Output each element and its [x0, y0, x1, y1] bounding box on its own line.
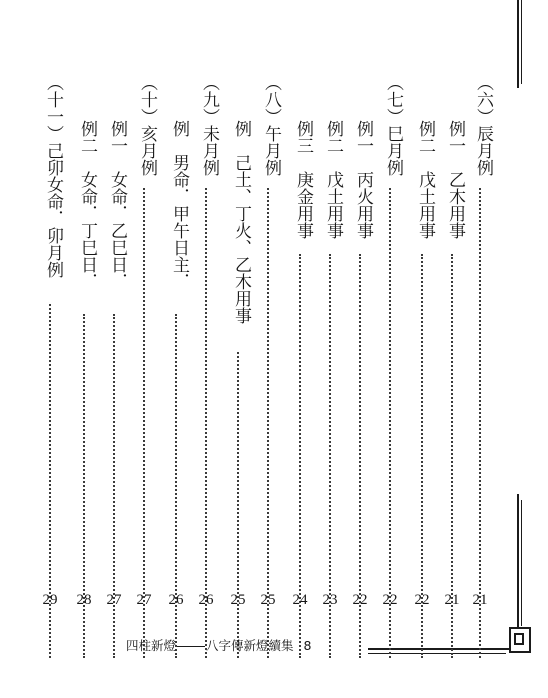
page-number: 26 — [198, 592, 214, 608]
page-number: 25 — [260, 592, 276, 608]
top-right-border-line — [517, 0, 519, 88]
entry-title: 例二 女命．丁巳日． — [77, 120, 97, 290]
leader-dots — [479, 188, 481, 658]
running-footer — [126, 638, 311, 654]
entry-title: 例三 庚金用事 — [293, 120, 313, 239]
entry-title: 例一 女命．乙巳日． — [107, 120, 127, 290]
em-dash — [177, 646, 205, 647]
page-number: 26 — [168, 592, 184, 608]
entry-title: 例一 乙木用事 — [445, 120, 465, 239]
entry-title: （七）巳月例 — [383, 74, 403, 176]
footer-series-title: 八字傳新燈續集 — [206, 638, 294, 653]
right-border-vertical-line — [517, 494, 519, 628]
entry-title: （八）午月例 — [261, 74, 281, 176]
page-number: 27 — [136, 592, 152, 608]
entry-title: 例二 戊土用事 — [415, 120, 435, 239]
entry-title: （十一）己卯女命．卯月例 — [43, 74, 63, 278]
page-number: 21 — [472, 592, 488, 608]
leader-dots — [389, 188, 391, 658]
corner-ornament-inner — [514, 633, 524, 645]
page-number: 22 — [352, 592, 368, 608]
page-number: 23 — [322, 592, 338, 608]
page-number: 24 — [292, 592, 308, 608]
entry-title: 例 男命．甲午日主． — [169, 120, 189, 290]
page-number: 29 — [42, 592, 58, 608]
leader-dots — [237, 352, 239, 658]
entry-title: 例一 丙火用事 — [353, 120, 373, 239]
entry-title: （六）辰月例 — [473, 74, 493, 176]
entry-title: （九）未月例 — [199, 74, 219, 176]
entry-title: （十）亥月例 — [137, 74, 157, 176]
leader-dots — [143, 188, 145, 658]
leader-dots — [267, 188, 269, 658]
footer-page-number: 8 — [303, 638, 312, 653]
footer-book-title: 四柱新燈 — [126, 638, 177, 653]
right-border-vertical-line-inner — [521, 500, 522, 626]
page-number: 21 — [444, 592, 460, 608]
leader-dots — [205, 188, 207, 658]
page-number: 27 — [106, 592, 122, 608]
page-number: 25 — [230, 592, 246, 608]
page-number: 22 — [382, 592, 398, 608]
top-right-border-line-inner — [521, 0, 522, 84]
page-number: 28 — [76, 592, 92, 608]
entry-title: 例 己土、丁火、乙木用事 — [231, 120, 251, 324]
page-number: 22 — [414, 592, 430, 608]
entry-title: 例二 戊土用事 — [323, 120, 343, 239]
